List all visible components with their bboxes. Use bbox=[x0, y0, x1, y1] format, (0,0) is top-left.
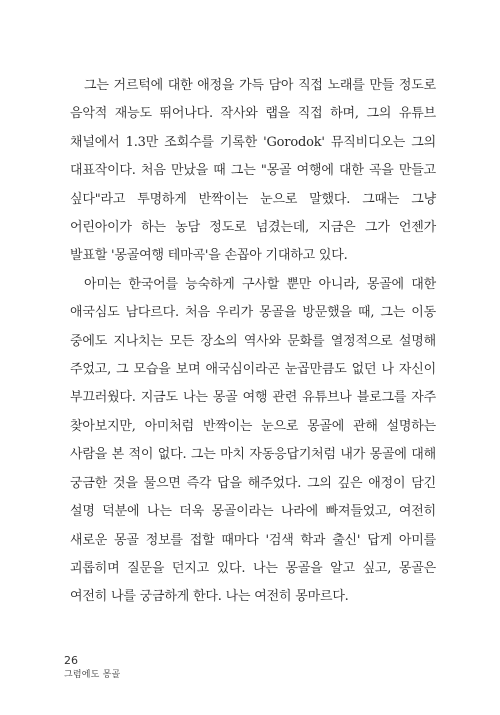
body-text bbox=[70, 72, 436, 612]
paragraph-patriotism: 아미는 한국어를 능숙하게 구사할 뿐만 아니라, 몽골에 대한 애국심도 남다르다. 처음 우리가 몽골을 방문했을 때, 그는 이동 중에도 지나치는 모든 장소의 역사와 문화를 열정적으로 설명해 주었고, 그 모습을 보며 애국심이라곤 눈곱만큼도 없던 나 자신이 부끄러웠다. 지금도 나는 몽골 여행 관련 유튜브나 블로그를 자주 찾아보지만, 아미처럼 반짝이는 눈으로 몽골에 관해 설명하는 사람을 본 적이 없다. 그는 마치 자동응답기처럼 내가 몽골에 대해 궁금한 것을 물으면 즉각 답을 해주었다. 그의 깊은 애정이 담긴 설명 덕분에 나는 더욱 몽골이라는 나라에 빠져들었고, 여전히 새로운 몽골 정보를 접할 때마다 '검색 학과 출신' 답게 아미를 괴롭히며 질문을 던지고 있다. 나는 몽골을 알고 싶고, 몽골은 여전히 나를 궁금하게 한다. 나는 여전히 몽마르다. bbox=[70, 276, 436, 605]
page-number: 26 bbox=[64, 654, 78, 667]
running-title: 그럼에도 몽골 bbox=[64, 670, 121, 680]
page-footer bbox=[64, 654, 120, 682]
paragraph-musician: 그는 거르턱에 대한 애정을 가득 담아 직접 노래를 만들 정도로 음악적 재능도 뛰어나다. 작사와 랩을 직접 하며, 그의 유튜브 채널에서 1.3만 조회수를 기록한 'Gorodok' 뮤직비디오는 그의 대표작이다. 처음 만났을 때 그는 "몽골 여행에 대한 곡을 만들고 싶다"라고 투명하게 반짝이는 눈으로 말했다. 그때는 그냥 어린아이가 하는 농담 정도로 넘겼는데, 지금은 그가 언젠가 발표할 '몽골여행 테마곡'을 손꼽아 기대하고 있다. bbox=[70, 78, 436, 264]
